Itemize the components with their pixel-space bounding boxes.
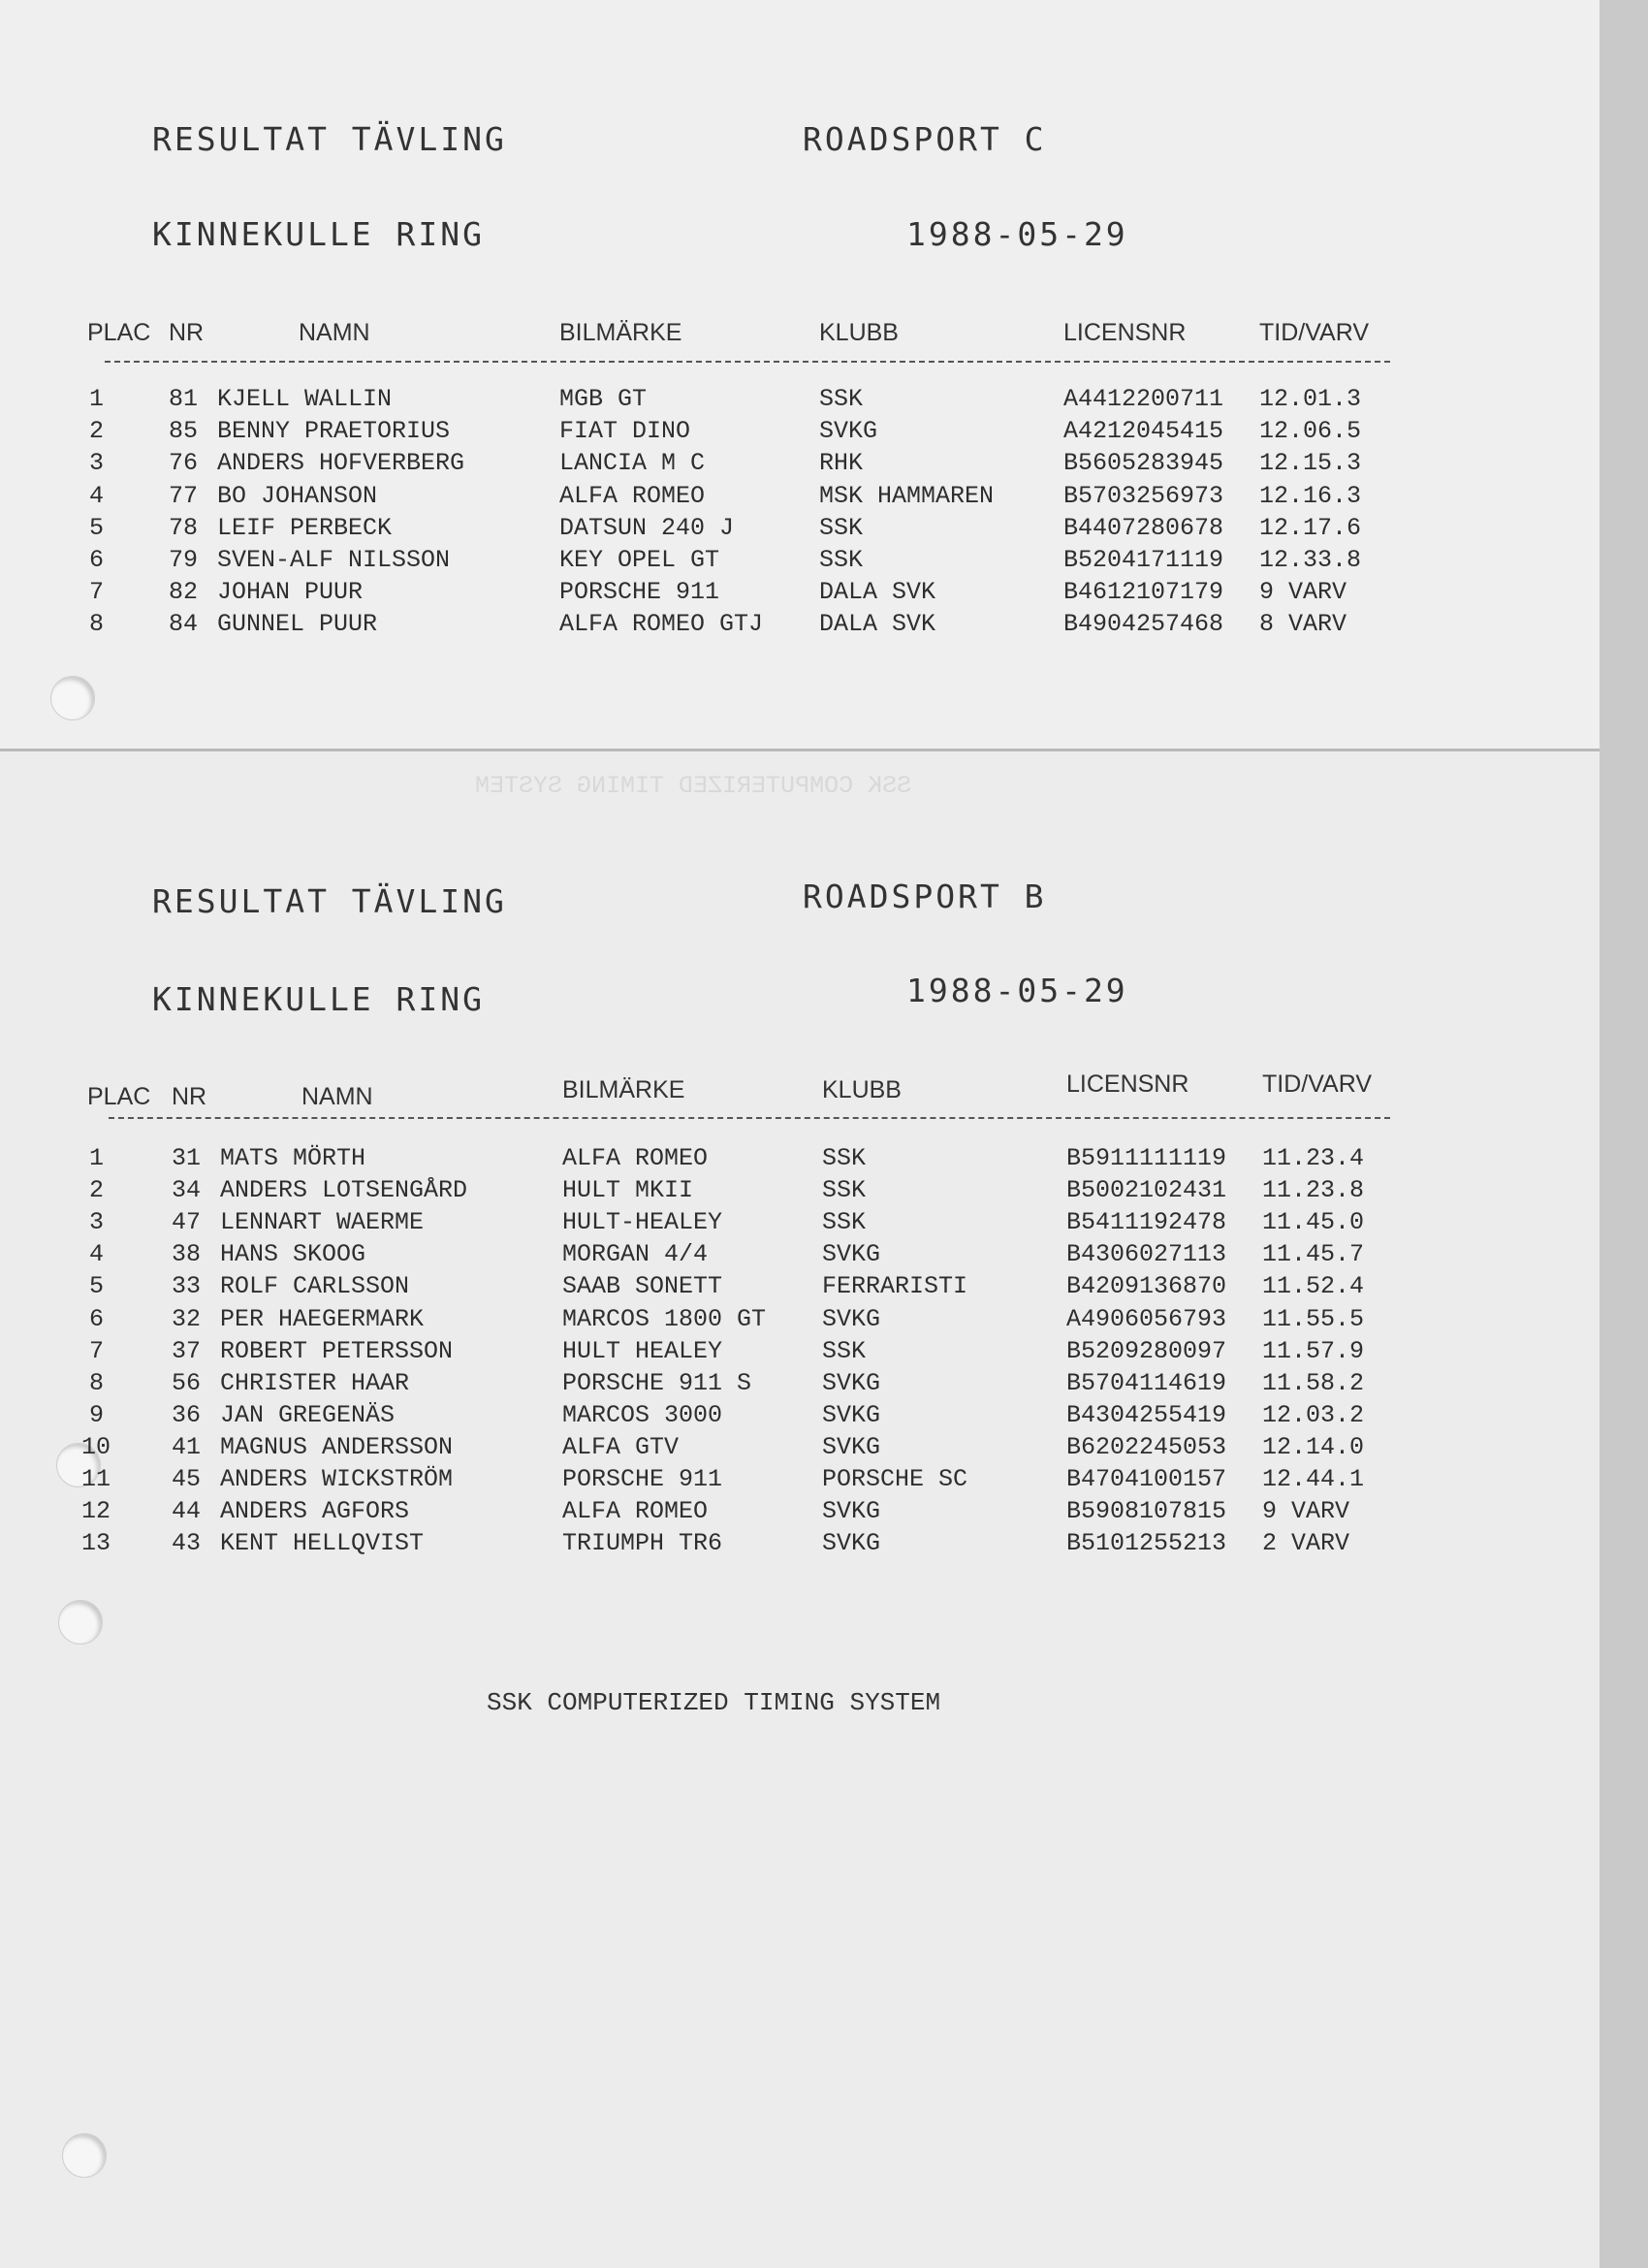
cell-klubb: DALA SVK <box>819 610 936 639</box>
cell-bilmarke: SAAB SONETT <box>562 1272 723 1301</box>
cell-licensnr: B4704100157 <box>1066 1465 1227 1493</box>
cell-bilmarke: ALFA ROMEO <box>562 1497 709 1526</box>
cell-nr: 41 <box>172 1432 202 1461</box>
cell-bilmarke: ALFA ROMEO <box>562 1144 709 1172</box>
cell-klubb: SVKG <box>822 1368 881 1397</box>
cell-bilmarke: PORSCHE 911 <box>559 578 720 607</box>
col-namn: NAMN <box>299 319 370 346</box>
cell-tid-varv: 12.06.5 <box>1259 417 1362 446</box>
table-row <box>0 1369 1454 1401</box>
table-row <box>0 449 1454 481</box>
cell-namn: KENT HELLQVIST <box>220 1529 425 1558</box>
cell-nr: 31 <box>172 1144 202 1172</box>
cell-klubb: SSK <box>822 1336 867 1365</box>
cell-plac: 4 <box>89 1240 105 1269</box>
cell-licensnr: B4304255419 <box>1066 1400 1227 1429</box>
cell-tid-varv: 11.55.5 <box>1262 1304 1365 1333</box>
cell-bilmarke: PORSCHE 911 S <box>562 1368 752 1397</box>
race-date: 1988-05-29 <box>906 972 1128 1009</box>
cell-tid-varv: 9 VARV <box>1262 1497 1350 1526</box>
col-plac: PLAC <box>87 1083 151 1110</box>
cell-nr: 79 <box>169 546 199 574</box>
cell-bilmarke: ALFA ROMEO <box>559 481 706 510</box>
cell-namn: BO JOHANSON <box>217 481 378 510</box>
table-row <box>0 1401 1454 1433</box>
cell-licensnr: B5703256973 <box>1063 481 1224 510</box>
cell-bilmarke: ALFA ROMEO GTJ <box>559 610 764 639</box>
cell-licensnr: B5911111119 <box>1066 1144 1227 1172</box>
cell-licensnr: A4906056793 <box>1066 1304 1227 1333</box>
cell-plac: 13 <box>81 1529 111 1558</box>
cell-bilmarke: HULT HEALEY <box>562 1336 723 1365</box>
table-row <box>0 1144 1454 1176</box>
cell-namn: LEIF PERBECK <box>217 513 393 542</box>
cell-tid-varv: 11.45.0 <box>1262 1208 1365 1237</box>
cell-tid-varv: 2 VARV <box>1262 1529 1350 1558</box>
cell-nr: 76 <box>169 449 199 478</box>
cell-namn: HANS SKOOG <box>220 1240 366 1269</box>
cell-klubb: SSK <box>822 1144 867 1172</box>
cell-tid-varv: 12.44.1 <box>1262 1465 1365 1493</box>
cell-klubb: SVKG <box>822 1529 881 1558</box>
cell-nr: 37 <box>172 1336 202 1365</box>
cell-namn: ANDERS WICKSTRÖM <box>220 1465 454 1493</box>
cell-tid-varv: 12.33.8 <box>1259 546 1362 574</box>
cell-plac: 5 <box>89 513 105 542</box>
col-klubb: KLUBB <box>819 319 899 346</box>
cell-tid-varv: 12.01.3 <box>1259 385 1362 413</box>
cell-tid-varv: 12.03.2 <box>1262 1400 1365 1429</box>
cell-namn: KJELL WALLIN <box>217 385 393 413</box>
cell-namn: JAN GREGENÄS <box>220 1400 396 1429</box>
cell-licensnr: B4904257468 <box>1063 610 1224 639</box>
cell-nr: 84 <box>169 610 199 639</box>
cell-nr: 77 <box>169 481 199 510</box>
cell-namn: ANDERS AGFORS <box>220 1497 410 1526</box>
table-row <box>0 1465 1454 1497</box>
cell-licensnr: B5704114619 <box>1066 1368 1227 1397</box>
table-row <box>0 578 1454 610</box>
cell-bilmarke: KEY OPEL GT <box>559 546 720 574</box>
cell-plac: 6 <box>89 546 105 574</box>
cell-bilmarke: PORSCHE 911 <box>562 1465 723 1493</box>
cell-namn: SVEN-ALF NILSSON <box>217 546 451 574</box>
col-tid-varv: TID/VARV <box>1259 319 1369 346</box>
cell-licensnr: B5209280097 <box>1066 1336 1227 1365</box>
table-row <box>0 482 1454 514</box>
cell-tid-varv: 12.17.6 <box>1259 513 1362 542</box>
cell-licensnr: B4209136870 <box>1066 1272 1227 1301</box>
cell-tid-varv: 12.14.0 <box>1262 1432 1365 1461</box>
punch-hole-3 <box>58 1600 103 1645</box>
cell-licensnr: B5605283945 <box>1063 449 1224 478</box>
cell-namn: CHRISTER HAAR <box>220 1368 410 1397</box>
cell-bilmarke: FIAT DINO <box>559 417 691 446</box>
cell-namn: MATS MÖRTH <box>220 1144 366 1172</box>
cell-nr: 78 <box>169 513 199 542</box>
cell-namn: PER HAEGERMARK <box>220 1304 425 1333</box>
col-bilmarke: BILMÄRKE <box>559 319 682 346</box>
cell-bilmarke: ALFA GTV <box>562 1432 680 1461</box>
punch-hole-4 <box>62 2133 107 2178</box>
cell-namn: MAGNUS ANDERSSON <box>220 1432 454 1461</box>
cell-bilmarke: LANCIA M C <box>559 449 706 478</box>
cell-plac: 11 <box>81 1465 111 1493</box>
cell-klubb: SVKG <box>822 1432 881 1461</box>
cell-klubb: SSK <box>819 546 864 574</box>
cell-plac: 2 <box>89 1176 105 1205</box>
cell-klubb: SSK <box>819 385 864 413</box>
table-row <box>0 417 1454 449</box>
table-row <box>0 1240 1454 1272</box>
venue: KINNEKULLE RING <box>152 215 486 253</box>
cell-nr: 43 <box>172 1529 202 1558</box>
cell-plac: 6 <box>89 1304 105 1333</box>
table-row <box>0 610 1454 642</box>
sheet-tear-edge <box>0 749 1600 751</box>
cell-nr: 56 <box>172 1368 202 1397</box>
cell-plac: 2 <box>89 417 105 446</box>
cell-licensnr: B5101255213 <box>1066 1529 1227 1558</box>
table-row <box>0 1208 1454 1240</box>
cell-namn: LENNART WAERME <box>220 1208 425 1237</box>
cell-nr: 85 <box>169 417 199 446</box>
cell-tid-varv: 11.52.4 <box>1262 1272 1365 1301</box>
cell-klubb: SVKG <box>822 1400 881 1429</box>
col-plac: PLAC <box>87 319 151 346</box>
table-row <box>0 1305 1454 1337</box>
table-row <box>0 1529 1454 1561</box>
cell-klubb: SVKG <box>822 1240 881 1269</box>
cell-tid-varv: 9 VARV <box>1259 578 1347 607</box>
cell-licensnr: A4412200711 <box>1063 385 1224 413</box>
section-title: RESULTAT TÄVLING <box>152 882 507 920</box>
col-nr: NR <box>169 319 205 346</box>
col-namn: NAMN <box>301 1083 373 1110</box>
header-divider <box>109 1117 1390 1119</box>
cell-namn: BENNY PRAETORIUS <box>217 417 451 446</box>
table-row <box>0 1272 1454 1304</box>
cell-licensnr: B4407280678 <box>1063 513 1224 542</box>
cell-tid-varv: 12.16.3 <box>1259 481 1362 510</box>
col-licensnr: LICENSNR <box>1063 319 1187 346</box>
cell-licensnr: B5002102431 <box>1066 1176 1227 1205</box>
cell-plac: 9 <box>89 1400 105 1429</box>
cell-klubb: MSK HAMMAREN <box>819 481 995 510</box>
cell-licensnr: B5411192478 <box>1066 1208 1227 1237</box>
cell-klubb: SSK <box>822 1176 867 1205</box>
cell-nr: 34 <box>172 1176 202 1205</box>
col-licensnr: LICENSNR <box>1066 1070 1189 1098</box>
cell-plac: 1 <box>89 1144 105 1172</box>
table-row <box>0 514 1454 546</box>
cell-plac: 5 <box>89 1272 105 1301</box>
cell-nr: 44 <box>172 1497 202 1526</box>
cell-namn: ROLF CARLSSON <box>220 1272 410 1301</box>
cell-licensnr: B4612107179 <box>1063 578 1224 607</box>
cell-licensnr: B5204171119 <box>1063 546 1224 574</box>
cell-bilmarke: MORGAN 4/4 <box>562 1240 709 1269</box>
cell-tid-varv: 11.45.7 <box>1262 1240 1365 1269</box>
cell-tid-varv: 11.23.8 <box>1262 1176 1365 1205</box>
cell-klubb: SSK <box>819 513 864 542</box>
cell-klubb: SVKG <box>822 1497 881 1526</box>
cell-klubb: SVKG <box>819 417 878 446</box>
table-row <box>0 1337 1454 1369</box>
cell-klubb: RHK <box>819 449 864 478</box>
cell-licensnr: B4306027113 <box>1066 1240 1227 1269</box>
cell-plac: 3 <box>89 1208 105 1237</box>
cell-klubb: SVKG <box>822 1304 881 1333</box>
cell-bilmarke: MARCOS 3000 <box>562 1400 723 1429</box>
cell-tid-varv: 8 VARV <box>1259 610 1347 639</box>
cell-plac: 12 <box>81 1497 111 1526</box>
cell-klubb: SSK <box>822 1208 867 1237</box>
cell-nr: 45 <box>172 1465 202 1493</box>
cell-plac: 10 <box>81 1432 111 1461</box>
cell-bilmarke: MGB GT <box>559 385 648 413</box>
cell-plac: 1 <box>89 385 105 413</box>
race-date: 1988-05-29 <box>906 215 1128 253</box>
col-klubb: KLUBB <box>822 1076 902 1103</box>
cell-plac: 8 <box>89 1368 105 1397</box>
cell-nr: 47 <box>172 1208 202 1237</box>
class-name: ROADSPORT C <box>803 120 1047 158</box>
cell-licensnr: B6202245053 <box>1066 1432 1227 1461</box>
table-row <box>0 385 1454 417</box>
section-title: RESULTAT TÄVLING <box>152 120 507 158</box>
cell-nr: 32 <box>172 1304 202 1333</box>
cell-plac: 7 <box>89 1336 105 1365</box>
cell-plac: 7 <box>89 578 105 607</box>
cell-nr: 82 <box>169 578 199 607</box>
cell-tid-varv: 12.15.3 <box>1259 449 1362 478</box>
cell-tid-varv: 11.58.2 <box>1262 1368 1365 1397</box>
col-bilmarke: BILMÄRKE <box>562 1076 685 1103</box>
col-nr: NR <box>172 1083 207 1110</box>
cell-namn: JOHAN PUUR <box>217 578 364 607</box>
cell-plac: 3 <box>89 449 105 478</box>
cell-nr: 33 <box>172 1272 202 1301</box>
cell-namn: ROBERT PETERSSON <box>220 1336 454 1365</box>
cell-nr: 81 <box>169 385 199 413</box>
cell-bilmarke: TRIUMPH TR6 <box>562 1529 723 1558</box>
cell-namn: GUNNEL PUUR <box>217 610 378 639</box>
cell-tid-varv: 11.57.9 <box>1262 1336 1365 1365</box>
bleed-through-text: SSK COMPUTERIZED TIMING SYSTEM <box>475 772 912 800</box>
class-name: ROADSPORT B <box>803 878 1047 915</box>
table-row <box>0 1176 1454 1208</box>
footer-text: SSK COMPUTERIZED TIMING SYSTEM <box>487 1688 941 1717</box>
cell-klubb: PORSCHE SC <box>822 1465 968 1493</box>
cell-bilmarke: HULT-HEALEY <box>562 1208 723 1237</box>
cell-nr: 38 <box>172 1240 202 1269</box>
cell-klubb: DALA SVK <box>819 578 936 607</box>
venue: KINNEKULLE RING <box>152 980 486 1018</box>
cell-plac: 8 <box>89 610 105 639</box>
cell-plac: 4 <box>89 481 105 510</box>
cell-tid-varv: 11.23.4 <box>1262 1144 1365 1172</box>
cell-bilmarke: HULT MKII <box>562 1176 694 1205</box>
punch-hole-1 <box>50 676 95 720</box>
table-row <box>0 1497 1454 1529</box>
table-row <box>0 546 1454 578</box>
cell-licensnr: A4212045415 <box>1063 417 1224 446</box>
col-tid-varv: TID/VARV <box>1262 1070 1372 1098</box>
cell-klubb: FERRARISTI <box>822 1272 968 1301</box>
cell-bilmarke: DATSUN 240 J <box>559 513 735 542</box>
header-divider <box>105 361 1390 363</box>
cell-namn: ANDERS LOTSENGÅRD <box>220 1176 468 1205</box>
table-row <box>0 1433 1454 1465</box>
cell-licensnr: B5908107815 <box>1066 1497 1227 1526</box>
cell-nr: 36 <box>172 1400 202 1429</box>
cell-bilmarke: MARCOS 1800 GT <box>562 1304 767 1333</box>
cell-namn: ANDERS HOFVERBERG <box>217 449 465 478</box>
